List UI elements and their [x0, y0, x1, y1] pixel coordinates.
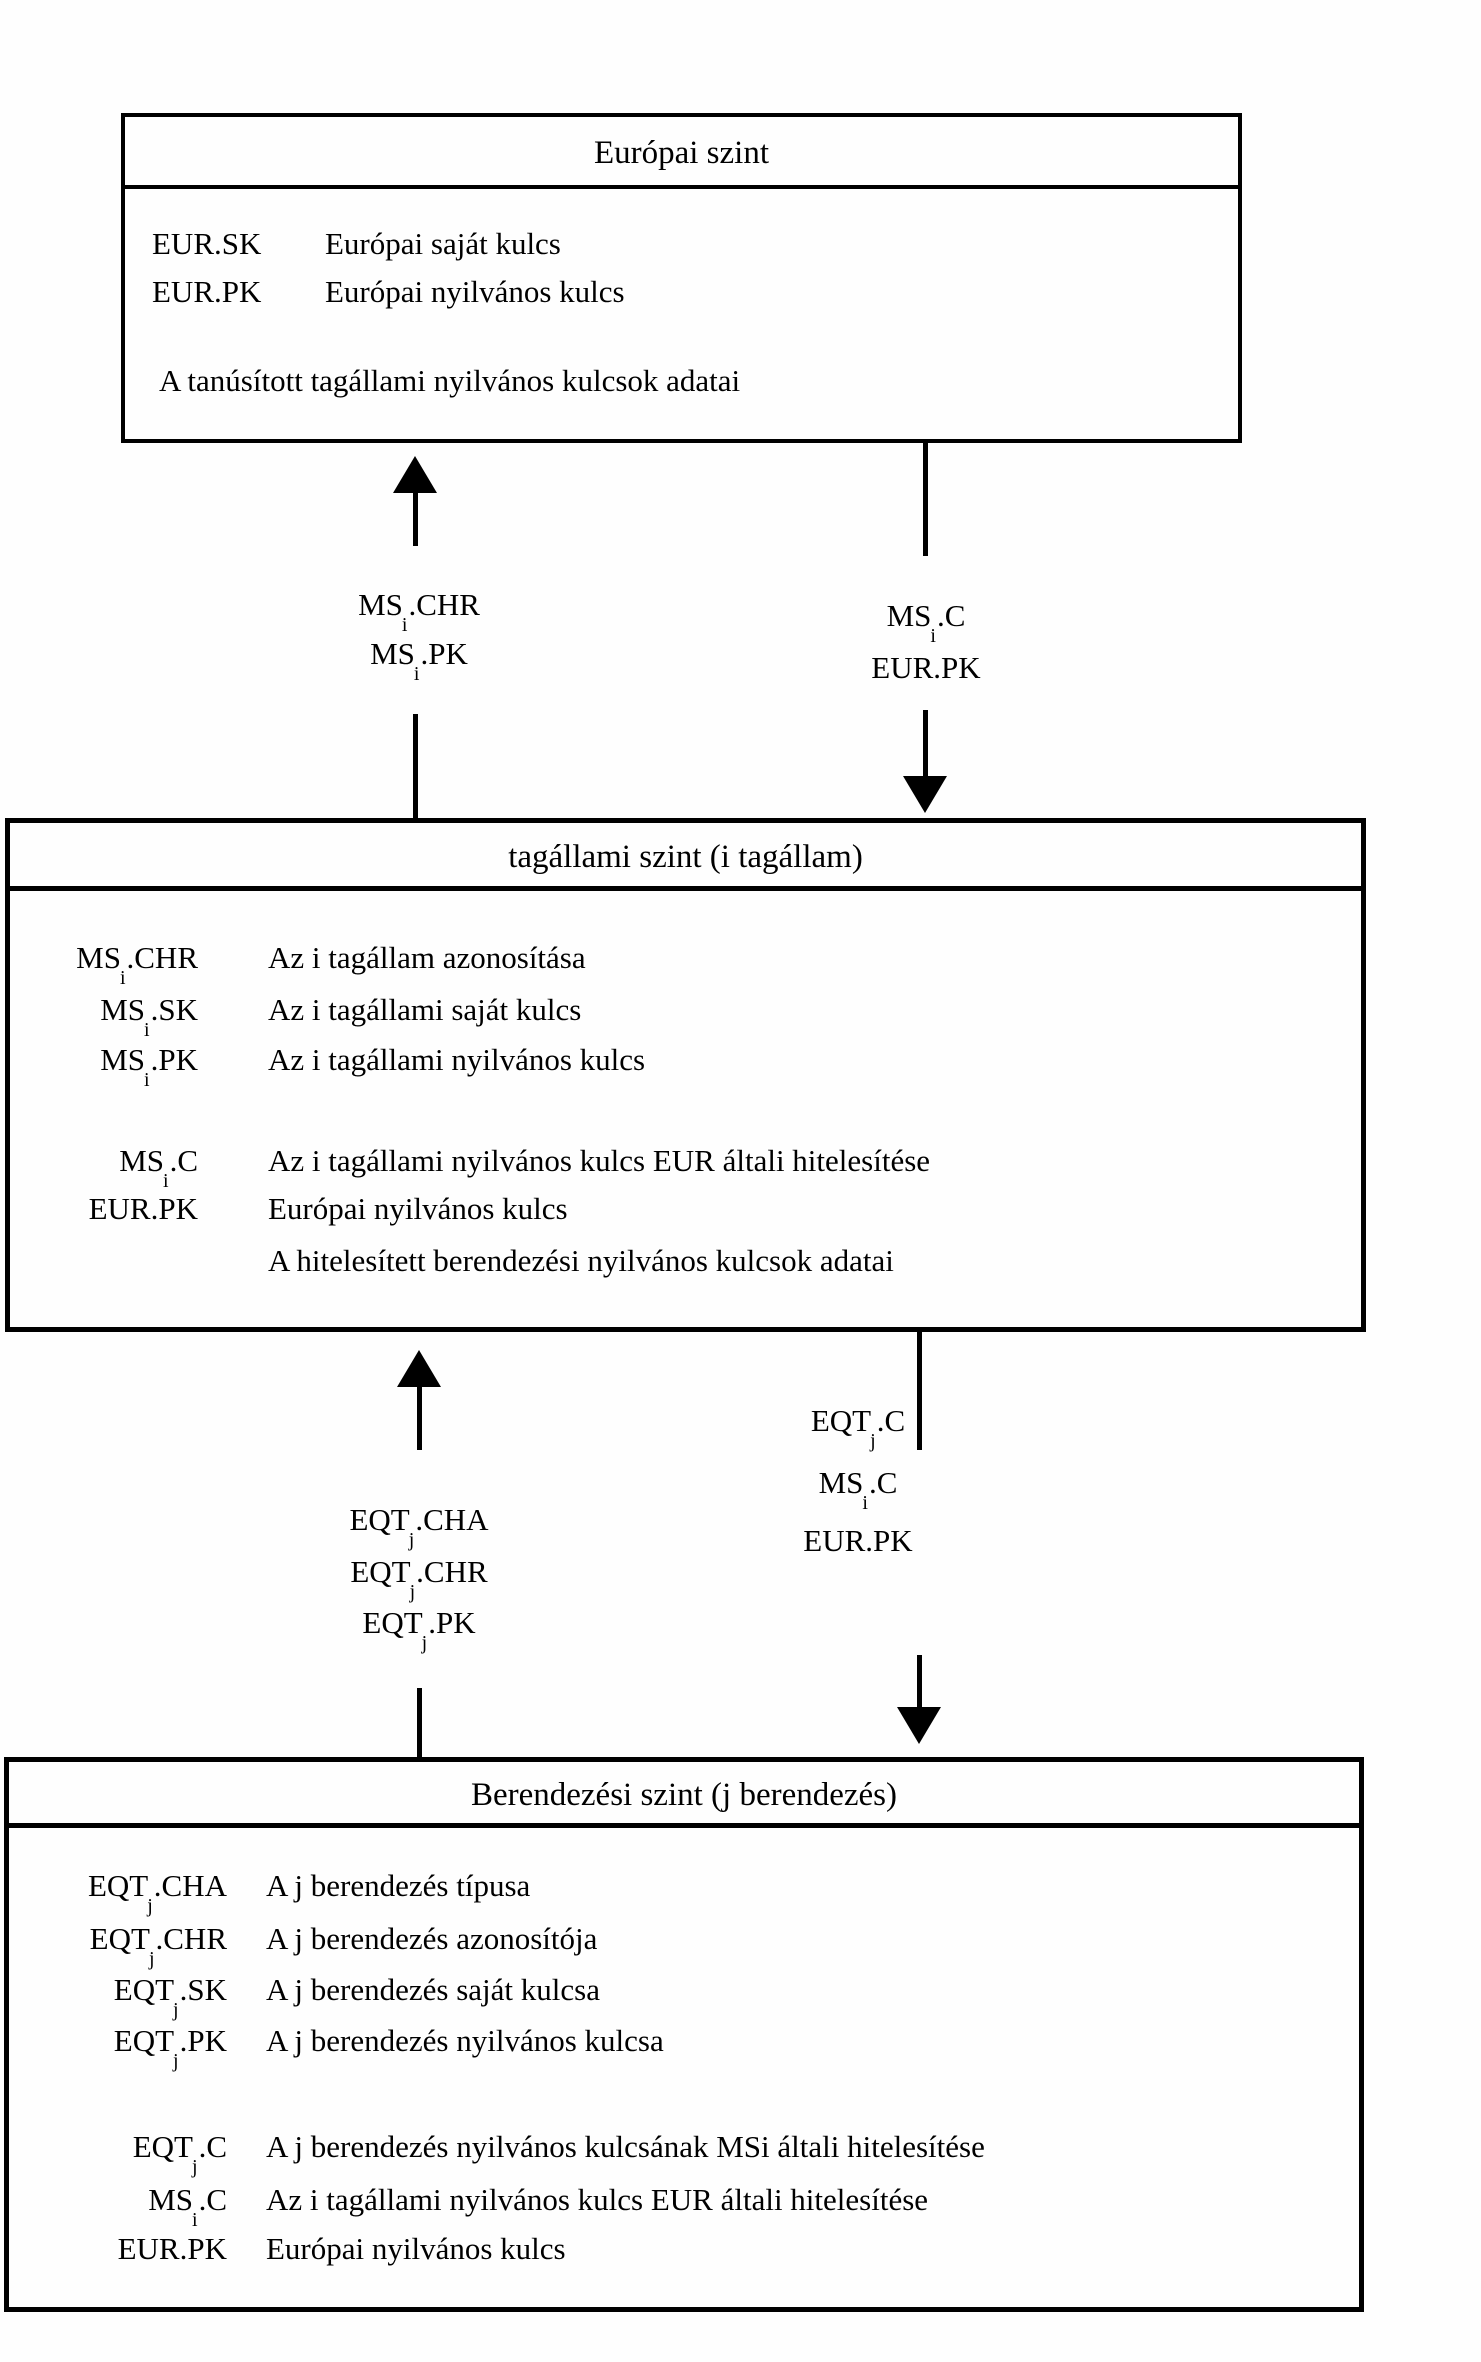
key-label: $EQT_j.PK$ — [113, 2023, 227, 2073]
key-description: A j berendezés saját kulcsa — [266, 1972, 600, 2007]
key-row — [9, 2224, 1349, 2274]
key-description: Európai nyilvános kulcs — [266, 2231, 566, 2266]
key-row — [9, 1965, 1349, 2022]
key-row — [9, 2016, 1349, 2073]
arrow-key-label: $MS_i.C$ — [886, 598, 966, 648]
key-description: Az i tagállami saját kulcs — [268, 992, 582, 1027]
arrow-key-label: $EQT_j.C$ — [810, 1403, 906, 1453]
arrow-key-label: $MS_i.C$ — [818, 1465, 898, 1515]
key-description: Európai nyilvános kulcs — [325, 274, 625, 309]
key-label: $EQT_j.SK$ — [113, 1972, 227, 2022]
key-label: EUR.PK — [88, 1191, 198, 1226]
member-state-level-box — [5, 818, 1366, 1332]
european-level-box — [121, 113, 1242, 443]
arrow-up-icon — [393, 456, 437, 493]
equipment-level-title: Berendezési szint (j berendezés) — [9, 1762, 1359, 1828]
key-row — [10, 933, 1350, 990]
key-description: A j berendezés nyilvános kulcsa — [266, 2023, 664, 2058]
key-row — [10, 985, 1350, 1042]
key-description: Az i tagállami nyilvános kulcs EUR általi hitelesítése — [268, 1143, 931, 1178]
arrow-shaft — [417, 1386, 422, 1450]
arrow-shaft — [923, 710, 928, 776]
arrow-key-label: EUR.PK — [871, 650, 981, 685]
equipment-level-box — [4, 1757, 1364, 2312]
key-row — [9, 1914, 1349, 1971]
key-label: EUR.SK — [152, 226, 262, 261]
key-description: Európai saját kulcs — [325, 226, 561, 261]
arrow-key-label: $EQT_j.CHA$ — [349, 1502, 489, 1552]
key-label: $MS_i.PK$ — [100, 1042, 198, 1092]
key-row — [125, 219, 1225, 269]
arrow-down-icon — [897, 1707, 941, 1744]
key-label: $EQT_j.CHR$ — [89, 1921, 227, 1971]
key-label: $MS_i.C$ — [119, 1143, 198, 1193]
key-row — [10, 1136, 1350, 1193]
box-note: A hitelesített berendezési nyilvános kulcsok adatai — [268, 1243, 894, 1278]
key-description: A j berendezés típusa — [266, 1868, 531, 1903]
arrow-down-icon — [903, 776, 947, 813]
arrow-shaft — [413, 492, 418, 546]
key-row — [9, 1861, 1349, 1918]
arrow-key-label: EUR.PK — [803, 1523, 913, 1558]
key-label: EUR.PK — [117, 2231, 227, 2266]
arrow-shaft — [923, 443, 928, 556]
arrow-shaft — [413, 714, 418, 818]
key-label: $MS_i.CHR$ — [76, 940, 198, 990]
key-description: Az i tagállami nyilvános kulcs EUR általi hitelesítése — [266, 2182, 929, 2217]
arrow-key-label: $MS_i.PK$ — [370, 636, 468, 686]
european-level-title: Európai szint — [125, 117, 1238, 189]
key-label: $MS_i.SK$ — [100, 992, 198, 1042]
key-label: EUR.PK — [152, 274, 262, 309]
key-label: $EQT_j.CHA$ — [87, 1868, 227, 1918]
box-note: A tanúsított tagállami nyilvános kulcsok adatai — [159, 363, 741, 398]
key-row — [9, 2122, 1349, 2179]
arrow-shaft — [417, 1688, 422, 1757]
key-row — [125, 267, 1225, 317]
arrow-key-label: $EQT_j.CHR$ — [350, 1554, 488, 1604]
key-description: A j berendezés nyilvános kulcsának MSi általi hitelesítése — [266, 2129, 985, 2164]
key-description: A j berendezés azonosítója — [266, 1921, 598, 1956]
arrow-key-label: $EQT_j.PK$ — [362, 1605, 476, 1655]
key-row — [10, 1184, 1350, 1234]
arrow-shaft — [917, 1655, 922, 1707]
key-row — [9, 2175, 1349, 2232]
key-description: Az i tagállami nyilvános kulcs — [268, 1042, 646, 1077]
key-description: Európai nyilvános kulcs — [268, 1191, 568, 1226]
member-state-level-title: tagállami szint (i tagállam) — [10, 823, 1361, 891]
arrow-up-icon — [397, 1350, 441, 1387]
arrow-key-label: $MS_i.CHR$ — [358, 587, 480, 637]
key-description: Az i tagállam azonosítása — [268, 940, 586, 975]
key-label: $MS_i.C$ — [148, 2182, 227, 2232]
key-label: $EQT_j.C$ — [132, 2129, 227, 2179]
key-row — [10, 1035, 1350, 1092]
